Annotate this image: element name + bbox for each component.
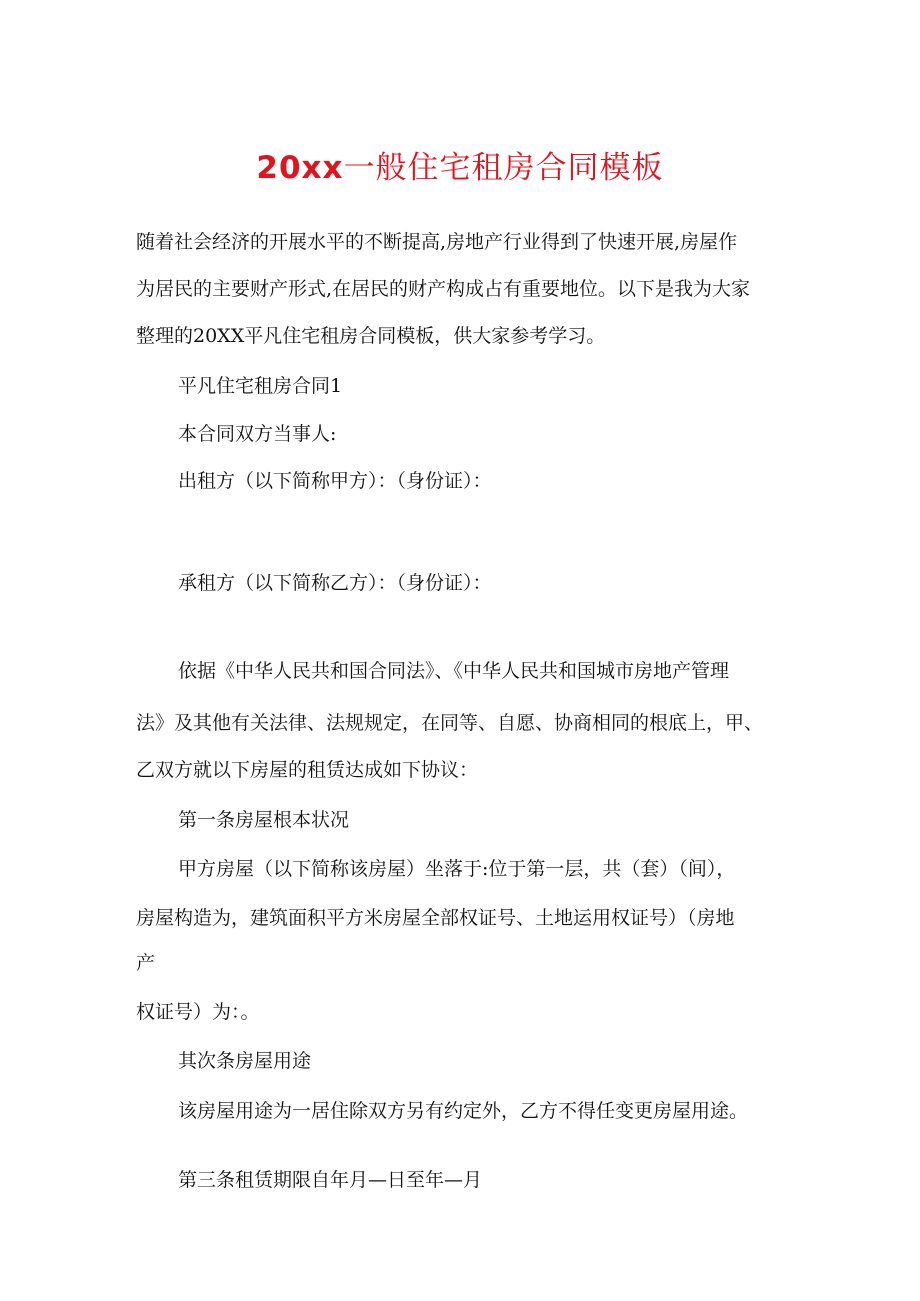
title-text: 一般住宅租房合同模板 <box>343 150 664 186</box>
intro-line-1: 随着社会经济的开展水平的不断提高,房地产行业得到了快速开展,房屋作 <box>136 231 738 253</box>
lessor-line: 出租方（以下简称甲方）：（身份证）： <box>178 470 492 492</box>
contract-heading: 平凡住宅租房合同1 <box>178 375 343 397</box>
document-title <box>0 146 920 190</box>
article3-title: 第三条租赁期限自年月—日至年—月 <box>178 1169 483 1191</box>
article1-line-1: 甲方房屋（以下简称该房屋）坐落于:位于第一层，共（套）（间）， <box>178 858 736 880</box>
article2-body: 该房屋用途为一居住除双方另有约定外，乙方不得任变更房屋用途。 <box>178 1100 749 1122</box>
lessee-line: 承租方（以下简称乙方）：（身份证）： <box>178 572 492 594</box>
article1-line-3: 产 <box>136 952 156 974</box>
article1-title: 第一条房屋根本状况 <box>178 809 350 831</box>
basis-line-2: 法》及其他有关法律、法规规定，在同等、自愿、协商相同的根底上，甲、 <box>136 712 764 734</box>
parties-label: 本合同双方当事人: <box>178 423 337 445</box>
title-year: 20xx <box>256 150 344 186</box>
article1-line-2: 房屋构造为，建筑面积平方米房屋全部权证号、土地运用权证号）（房地 <box>136 907 735 929</box>
article2-title: 其次条房屋用途 <box>178 1050 312 1072</box>
article1-line-4: 权证号）为：。 <box>136 1001 260 1023</box>
basis-line-3: 乙双方就以下房屋的租赁达成如下协议： <box>136 759 479 781</box>
basis-line-1: 依据《中华人民共和国合同法》、《中华人民共和国城市房地产管理 <box>178 660 730 682</box>
intro-line-2: 为居民的主要财产形式,在居民的财产构成占有重要地位。以下是我为大家 <box>136 278 751 300</box>
intro-line-3: 整理的20XX平凡住宅租房合同模板，供大家参考学习。 <box>136 325 606 347</box>
